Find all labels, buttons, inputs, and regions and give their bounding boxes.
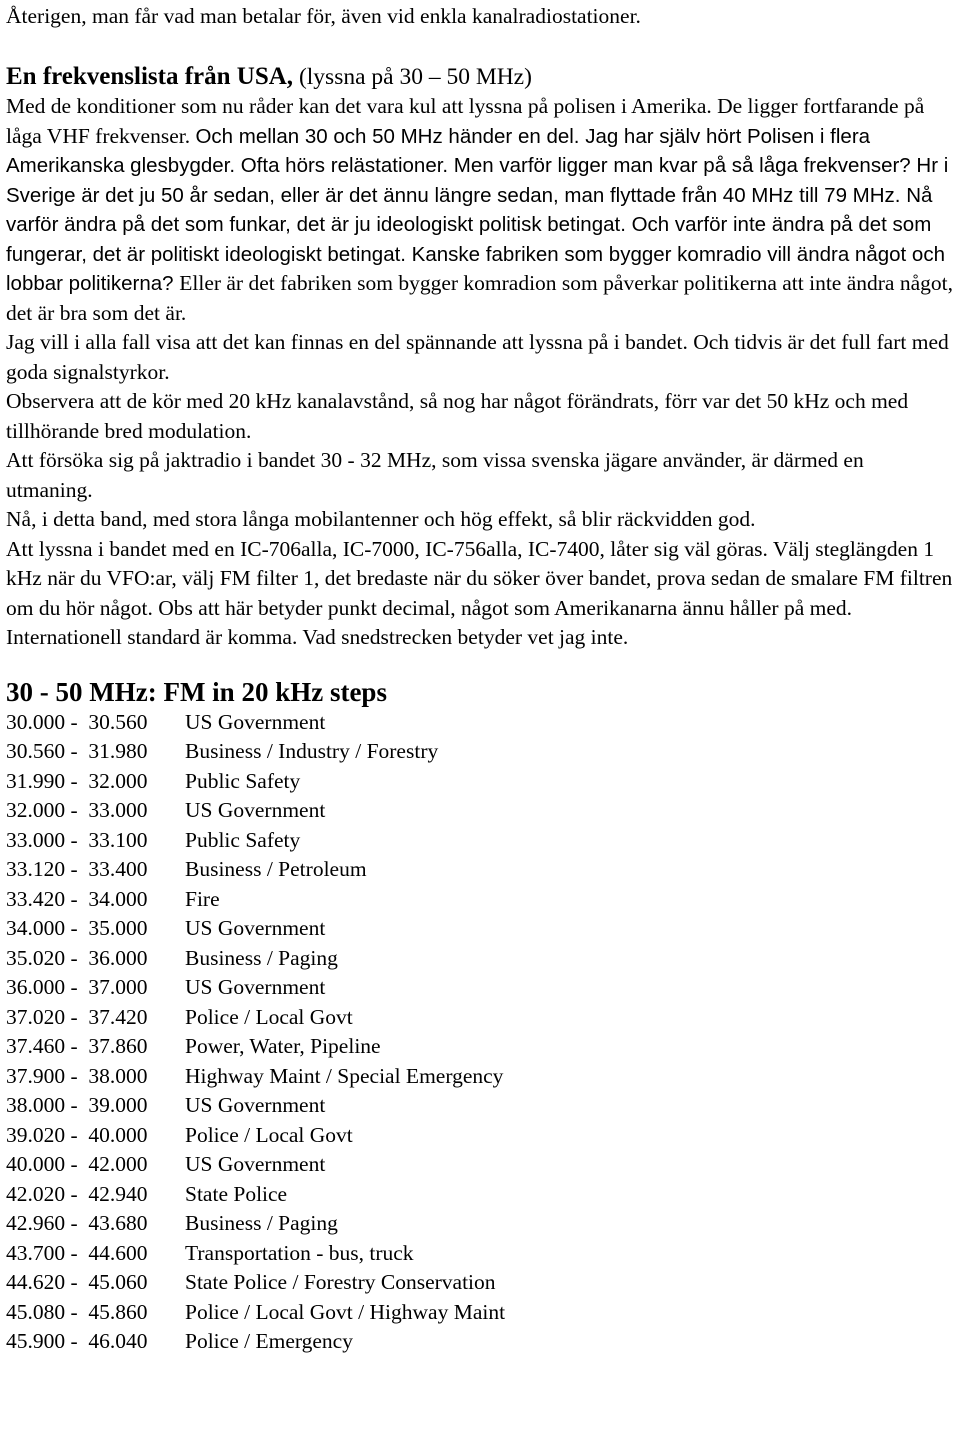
paragraph-text: Att försöka sig på jaktradio i bandet 30 - 32 MHz, som vissa svenska jägare använder, är därmed en utmaning.: [6, 448, 864, 502]
frequency-row: [6, 1091, 954, 1121]
frequency-range: 35.020 - 36.000: [6, 945, 148, 970]
frequency-service: Police / Emergency: [185, 1329, 353, 1353]
frequency-range: 37.460 - 37.860: [6, 1034, 148, 1058]
frequency-service: State Police: [185, 1181, 288, 1206]
frequency-row: [6, 914, 954, 944]
body-paragraphs: [6, 92, 954, 653]
frequency-range: 38.000 - 39.000: [6, 1093, 148, 1117]
frequency-range: 36.000 - 37.000: [6, 975, 148, 999]
frequency-row: [6, 1327, 954, 1357]
heading-title: En frekvenslista från USA,: [6, 62, 294, 90]
body-paragraph: [6, 505, 954, 535]
section-heading: [6, 62, 954, 93]
frequency-range: 42.020 - 42.940: [6, 1181, 148, 1206]
body-paragraph: [6, 387, 954, 446]
frequency-range: 40.000 - 42.000: [6, 1152, 148, 1176]
frequency-service: US Government: [185, 1152, 326, 1176]
frequency-service: Business / Paging: [185, 1211, 338, 1235]
frequency-service: Transportation - bus, truck: [185, 1240, 414, 1265]
frequency-service: Police / Local Govt / Highway Maint: [185, 1299, 506, 1324]
frequency-row: [6, 737, 954, 767]
frequency-service: Police / Local Govt: [185, 1122, 353, 1147]
frequency-service: State Police / Forestry Conservation: [185, 1270, 496, 1294]
heading-subtitle: (lyssna på 30 – 50 MHz): [293, 63, 532, 90]
frequency-range: 33.000 - 33.100: [6, 827, 148, 852]
frequency-service: US Government: [185, 916, 326, 940]
frequency-service: Public Safety: [185, 827, 301, 852]
frequency-service: US Government: [185, 709, 326, 734]
frequency-range: 39.020 - 40.000: [6, 1122, 148, 1147]
frequency-service: Business / Petroleum: [185, 857, 367, 881]
frequency-service: Public Safety: [185, 768, 301, 793]
body-paragraph: [6, 446, 954, 505]
frequency-row: [6, 944, 954, 974]
frequency-service: Business / Paging: [185, 945, 338, 970]
paragraph-text: Och mellan 30 och 50 MHz händer en del. Jag har själv hört Polisen i flera Amerikanska glesbygder. Ofta hörs relästationer. Men varför ligger man kvar på så låga frekvenser? Hr i Sverige är det ju 50 år sedan, eller är det ännu längre sedan, man flyttade från 40 MHz till 79 MHz. Nå varför ändra på det som funkar, det är ju ideologiskt politisk betingat. Och varför inte ändra på det som fungerar, det är politiskt ideologiskt betingat. Kanske fabriken som bygger komradio vill ändra något och lobbar politikerna?: [6, 124, 949, 295]
frequency-service: Power, Water, Pipeline: [185, 1034, 381, 1058]
frequency-row: [6, 1298, 954, 1328]
frequency-range: 45.080 - 45.860: [6, 1299, 148, 1324]
paragraph-text: Eller är det fabriken som bygger komradion som påverkar politikerna att inte ändra något, det är bra som det är.: [6, 271, 953, 325]
frequency-service: Business / Industry / Forestry: [185, 739, 439, 763]
frequency-service: Police / Local Govt: [185, 1004, 353, 1029]
frequency-row: [6, 1239, 954, 1269]
frequency-list: [6, 708, 954, 1357]
frequency-range: 42.960 - 43.680: [6, 1211, 148, 1235]
frequency-service: US Government: [185, 1093, 326, 1117]
paragraph-text: Nå, i detta band, med stora långa mobilantenner och hög effekt, så blir räckvidden god.: [6, 507, 756, 531]
frequency-row: [6, 708, 954, 738]
frequency-row: [6, 1032, 954, 1062]
frequency-row: [6, 973, 954, 1003]
paragraph-text: Att lyssna i bandet med en IC-706alla, IC-7000, IC-756alla, IC-7400, låter sig väl göras. Välj steglängden 1 kHz när du VFO:ar, välj FM filter 1, det bredaste när du söker över bandet, prova sedan de smalare FM filtren om du hör något. Obs att här betyder punkt decimal, något som Amerikanarna ännu håller på med. Internationell standard är komma. Vad snedstrecken betyder vet jag inte.: [6, 536, 953, 649]
frequency-service: Highway Maint / Special Emergency: [185, 1063, 504, 1088]
frequency-range: 37.020 - 37.420: [6, 1004, 148, 1029]
paragraph-text: Observera att de kör med 20 kHz kanalavstånd, så nog har något förändrats, förr var det 50 kHz och med tillhörande bred modulation.: [6, 389, 909, 443]
frequency-range: 44.620 - 45.060: [6, 1270, 148, 1294]
frequency-range: 37.900 - 38.000: [6, 1063, 148, 1088]
body-paragraph: [6, 535, 954, 653]
frequency-service: Fire: [185, 886, 220, 911]
frequency-row: [6, 1180, 954, 1210]
frequency-range: 30.560 - 31.980: [6, 739, 148, 763]
frequency-row: [6, 767, 954, 797]
frequency-range: 31.990 - 32.000: [6, 768, 148, 793]
frequency-range: 34.000 - 35.000: [6, 916, 148, 940]
frequency-service: US Government: [185, 975, 326, 999]
frequency-row: [6, 1003, 954, 1033]
frequency-service: US Government: [185, 798, 326, 822]
body-paragraph: [6, 328, 954, 387]
frequency-row: [6, 1121, 954, 1151]
frequency-row: [6, 1209, 954, 1239]
frequency-row: [6, 826, 954, 856]
frequency-range: 33.120 - 33.400: [6, 857, 148, 881]
frequency-range: 33.420 - 34.000: [6, 886, 148, 911]
frequency-row: [6, 855, 954, 885]
frequency-range: 32.000 - 33.000: [6, 798, 148, 822]
frequency-range: 30.000 - 30.560: [6, 709, 148, 734]
frequency-row: [6, 1062, 954, 1092]
paragraph-text: Med de konditioner som nu råder kan det vara kul att lyssna på polisen i Amerika. De ligger fortfarande på låga VHF frekvenser.: [6, 94, 925, 148]
frequency-range: 45.900 - 46.040: [6, 1329, 148, 1353]
frequency-row: [6, 796, 954, 826]
frequency-row: [6, 1150, 954, 1180]
frequency-row: [6, 885, 954, 915]
intro-text: Återigen, man får vad man betalar för, även vid enkla kanalradiostationer.: [6, 4, 641, 28]
body-paragraph: [6, 92, 954, 328]
frequency-list-title: 30 - 50 MHz: FM in 20 kHz steps: [6, 676, 387, 707]
frequency-row: [6, 1268, 954, 1298]
frequency-range: 43.700 - 44.600: [6, 1240, 148, 1265]
paragraph-text: Jag vill i alla fall visa att det kan finnas en del spännande att lyssna på i bandet. Och tidvis är det full fart med goda signalstyrkor.: [6, 330, 949, 384]
